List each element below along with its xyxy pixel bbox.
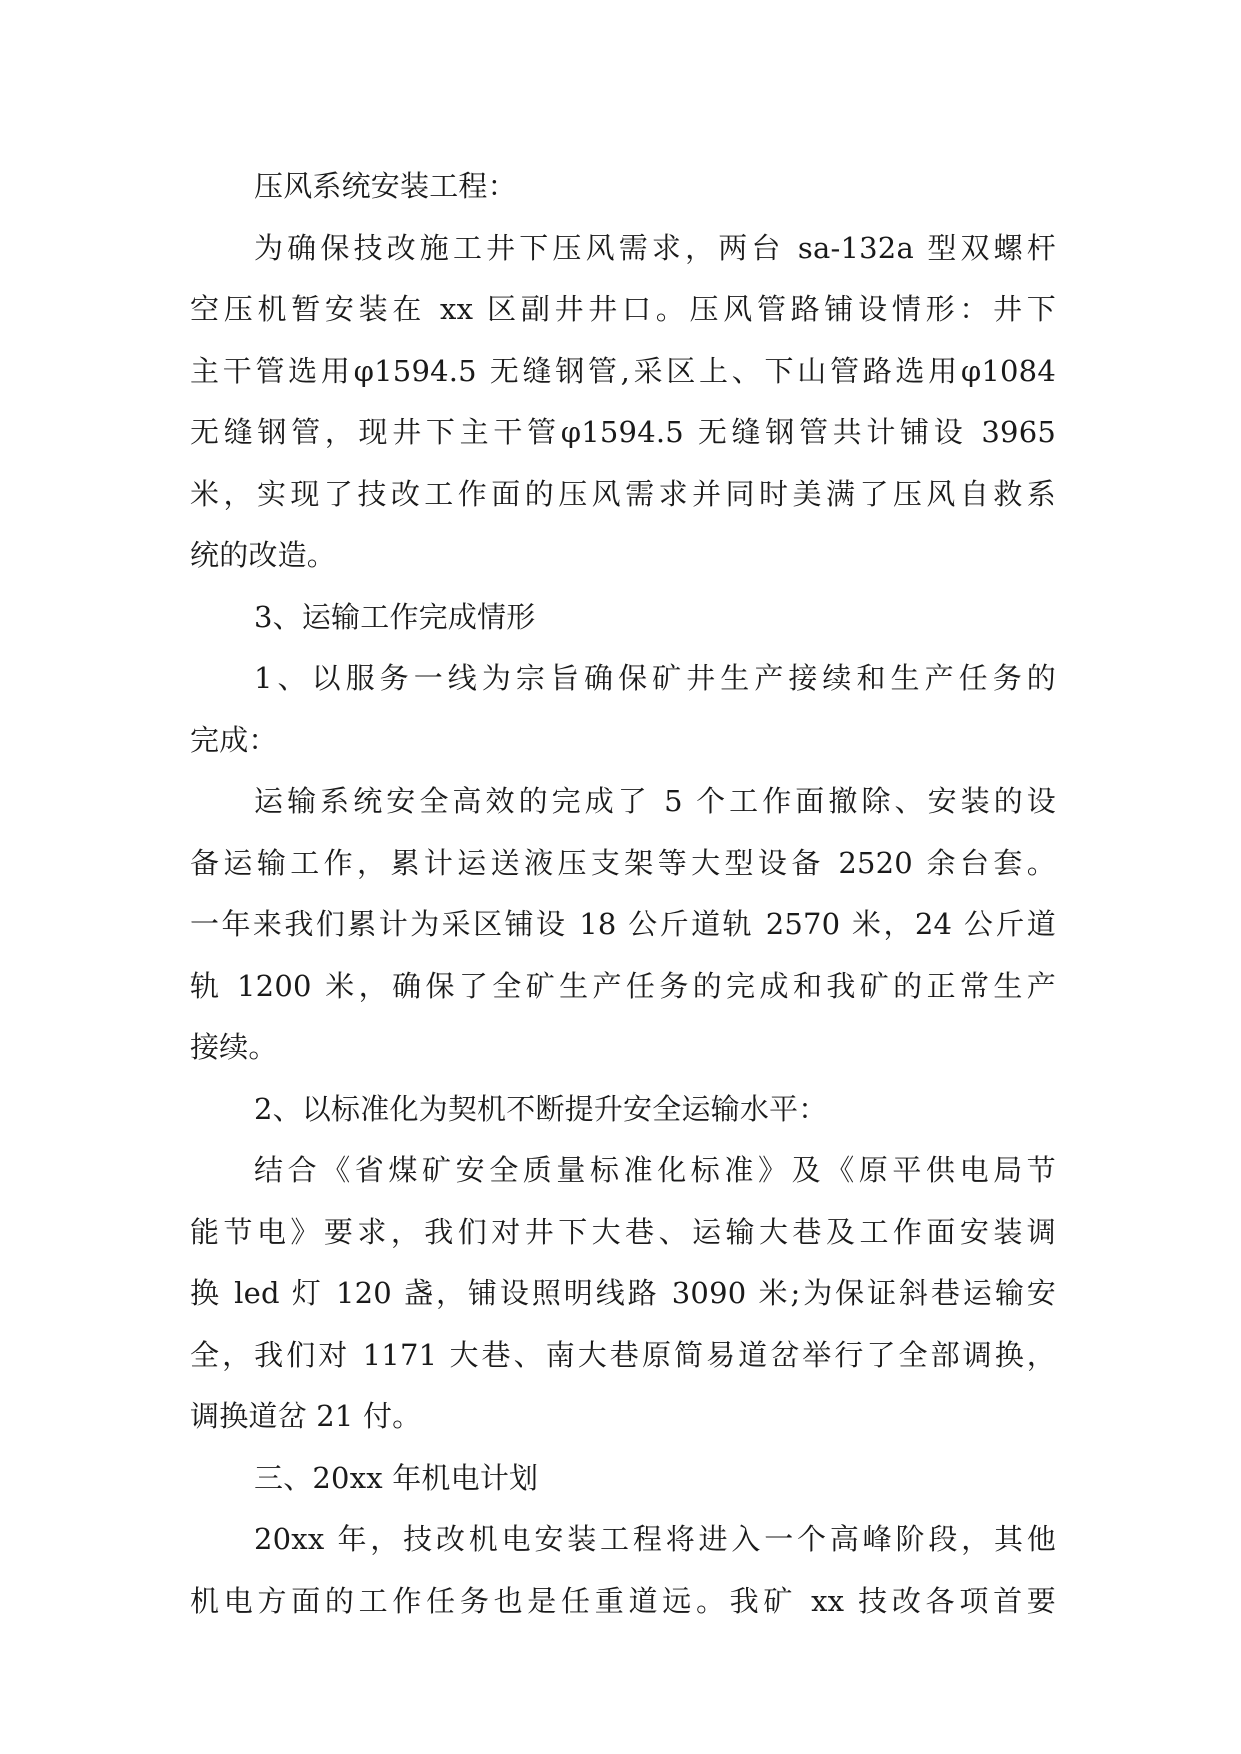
text-line: 结合《省煤矿安全质量标准化标准》及《原平供电局节 [254,1153,1056,1187]
text-line: 一年来我们累计为采区铺设 18 公斤道轨 2570 米，24 公斤道 [190,907,1056,941]
text-line: 备运输工作，累计运送液压支架等大型设备 2520 余台套。 [190,845,1056,880]
text-line: 主干管选用φ1594.5 无缝钢管,采区上、下山管路选用φ1084 [190,353,1056,388]
text-line: 接续。 [190,1030,278,1064]
document-body [190,156,1056,1632]
text-line: 换 led 灯 120 盏，铺设照明线路 3090 米;为保证斜巷运输安 [190,1276,1056,1310]
text-line: 机电方面的工作任务也是任重道远。我矿 xx 技改各项首要 [190,1583,1056,1618]
text-line: 全，我们对 1171 大巷、南大巷原简易道岔举行了全部调换， [190,1337,1056,1372]
text-line: 1、以服务一线为宗旨确保矿井生产接续和生产任务的 [254,661,1056,695]
text-line: 运输系统安全高效的完成了 5 个工作面撤除、安装的设 [254,784,1056,818]
text-line: 统的改造。 [190,538,337,572]
section-heading-transport: 3、运输工作完成情形 [254,599,536,634]
text-line: 完成： [190,722,278,757]
text-line: 为确保技改施工井下压风需求，两台 sa-132a 型双螺杆 [254,230,1056,265]
text-line: 能节电》要求，我们对井下大巷、运输大巷及工作面安装调 [190,1214,1056,1249]
paragraph-heading-standardization: 2、以标准化为契机不断提升安全运输水平： [254,1091,828,1126]
text-line: 空压机暂安装在 xx 区副井井口。压风管路铺设情形：井下 [190,292,1056,326]
text-line: 米，实现了技改工作面的压风需求并同时美满了压风自救系 [190,476,1056,511]
text-line: 无缝钢管，现井下主干管φ1594.5 无缝钢管共计铺设 3965 [190,415,1056,449]
paragraph-heading-compressed-air: 压风系统安装工程： [254,169,517,203]
text-line: 轨 1200 米，确保了全矿生产任务的完成和我矿的正常生产 [190,968,1056,1003]
text-line: 调换道岔 21 付。 [190,1399,422,1433]
text-line: 20xx 年，技改机电安装工程将进入一个高峰阶段，其他 [254,1522,1056,1556]
section-heading-plan: 三、20xx 年机电计划 [254,1460,539,1495]
